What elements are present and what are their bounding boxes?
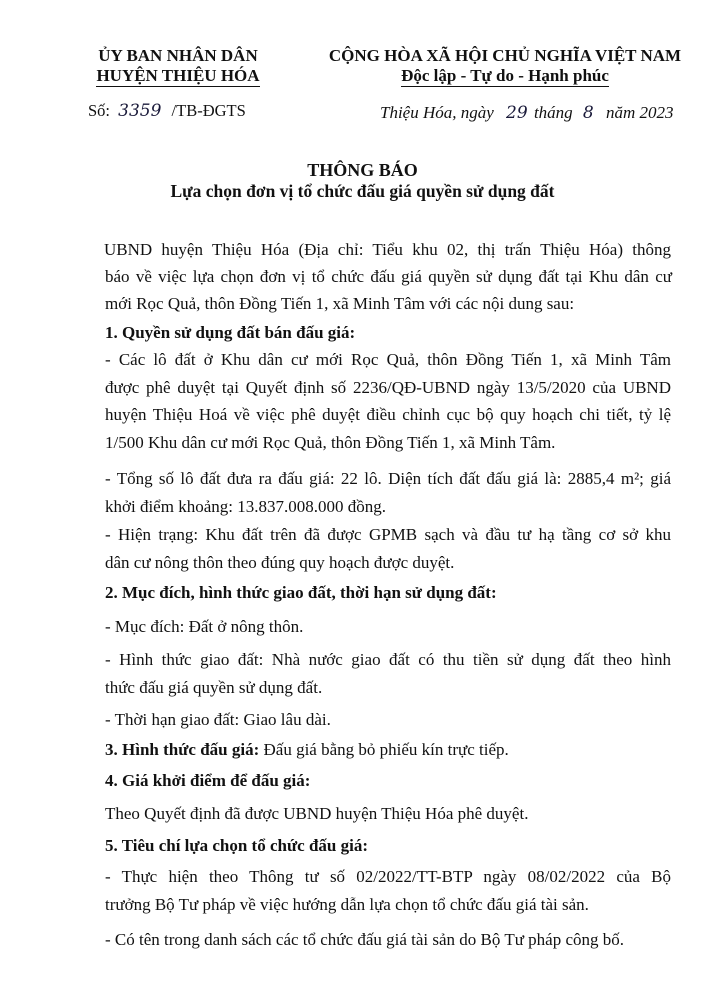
agency-district: [58, 66, 298, 86]
section-1-p3-line-2: dân cư nông thôn theo đúng quy hoạch được duyệt.: [105, 553, 455, 572]
document-title: THÔNG BÁO: [307, 160, 418, 180]
section-1-p2-line-2: khởi điểm khoảng: 13.837.008.000 đồng.: [105, 497, 386, 516]
section-5-p1-line-1: - Thực hiện theo Thông tư số 02/2022/TT-BTP ngày 08/02/2022 của Bộ: [105, 867, 671, 886]
document-number-value: 3359: [118, 101, 162, 121]
agency-district-text: HUYỆN THIỆU HÓA: [96, 66, 260, 85]
section-2-form-line-2: thức đấu giá quyền sử dụng đất.: [105, 678, 323, 697]
section-1-p1-line-1: - Các lô đất ở Khu dân cư mới Rọc Quả, thôn Đồng Tiến 1, xã Minh Tâm: [105, 350, 671, 369]
issue-date-year: năm 2023: [606, 103, 674, 122]
section-5-p1-line-2: trưởng Bộ Tư pháp về việc hướng dẫn lựa chọn tổ chức đấu giá tài sản.: [105, 895, 589, 914]
section-3: [105, 736, 672, 763]
nation-motto: [305, 66, 705, 86]
intro-line-3: mới Rọc Quả, thôn Đồng Tiến 1, xã Minh Tâm với các nội dung sau:: [105, 294, 575, 313]
section-4-heading: 4. Giá khởi điểm để đấu giá:: [105, 771, 311, 790]
section-4-text: Theo Quyết định đã được UBND huyện Thiệu Hóa phê duyệt.: [105, 804, 529, 823]
section-1-p1-line-4: 1/500 Khu dân cư mới Rọc Quả, thôn Đồng Tiến 1, xã Minh Tâm.: [105, 433, 556, 452]
section-1-p2-line-1: - Tổng số lô đất đưa ra đấu giá: 22 lô. Diện tích đất đấu giá là: 2885,4 m²; giá: [105, 469, 671, 488]
intro-line-1: UBND huyện Thiệu Hóa (Địa chỉ: Tiểu khu 02, thị trấn Thiệu Hóa) thông: [104, 240, 671, 259]
nation-motto-text: Độc lập - Tự do - Hạnh phúc: [401, 66, 609, 85]
section-3-heading: 3. Hình thức đấu giá:: [105, 740, 260, 759]
section-5-p2: - Có tên trong danh sách các tổ chức đấu giá tài sản do Bộ Tư pháp công bố.: [105, 930, 625, 949]
issue-date-day: 29: [506, 103, 528, 123]
section-1-p1-line-2: được phê duyệt tại Quyết định số 2236/QĐ-UBND ngày 13/5/2020 của UBND: [105, 378, 671, 397]
section-1-p1-line-3: huyện Thiệu Hoá về việc phê duyệt điều chỉnh cục bộ quy hoạch chi tiết, tỷ lệ: [105, 405, 671, 424]
issue-date: [380, 103, 674, 123]
agency-name: ỦY BAN NHÂN DÂN: [98, 46, 258, 65]
document-subtitle: Lựa chọn đơn vị tổ chức đấu giá quyền sử dụng đất: [170, 181, 555, 201]
document-number: [88, 101, 246, 121]
issue-date-month-label: tháng: [533, 103, 573, 122]
section-1-p3-line-1: - Hiện trạng: Khu đất trên đã được GPMB sạch và đầu tư hạ tầng cơ sở khu: [105, 525, 671, 544]
nation-name: CỘNG HÒA XÃ HỘI CHỦ NGHĨA VIỆT NAM: [328, 46, 682, 65]
intro-line-2: [105, 263, 672, 290]
document-number-prefix: Số:: [88, 101, 111, 120]
document-number-suffix: /TB-ĐGTS: [171, 101, 246, 120]
issue-date-prefix: Thiệu Hóa, ngày: [380, 103, 494, 122]
section-2-form-line-1: - Hình thức giao đất: Nhà nước giao đất có thu tiền sử dụng đất theo hình: [105, 650, 671, 669]
section-2-purpose: - Mục đích: Đất ở nông thôn.: [105, 617, 304, 636]
intro-line-2-text: báo về việc lựa chọn đơn vị tổ chức đấu giá quyền sử dụng đất tại Khu dân cư: [105, 267, 672, 286]
section-5-heading: 5. Tiêu chí lựa chọn tổ chức đấu giá:: [105, 836, 369, 855]
section-2-term: - Thời hạn giao đất: Giao lâu dài.: [105, 710, 331, 729]
section-3-text: Đấu giá bằng bỏ phiếu kín trực tiếp.: [259, 740, 509, 759]
issue-date-month: 8: [582, 103, 594, 123]
section-1-heading: 1. Quyền sử dụng đất bán đấu giá:: [105, 323, 356, 342]
section-2-heading: 2. Mục đích, hình thức giao đất, thời hạn sử dụng đất:: [105, 583, 497, 602]
